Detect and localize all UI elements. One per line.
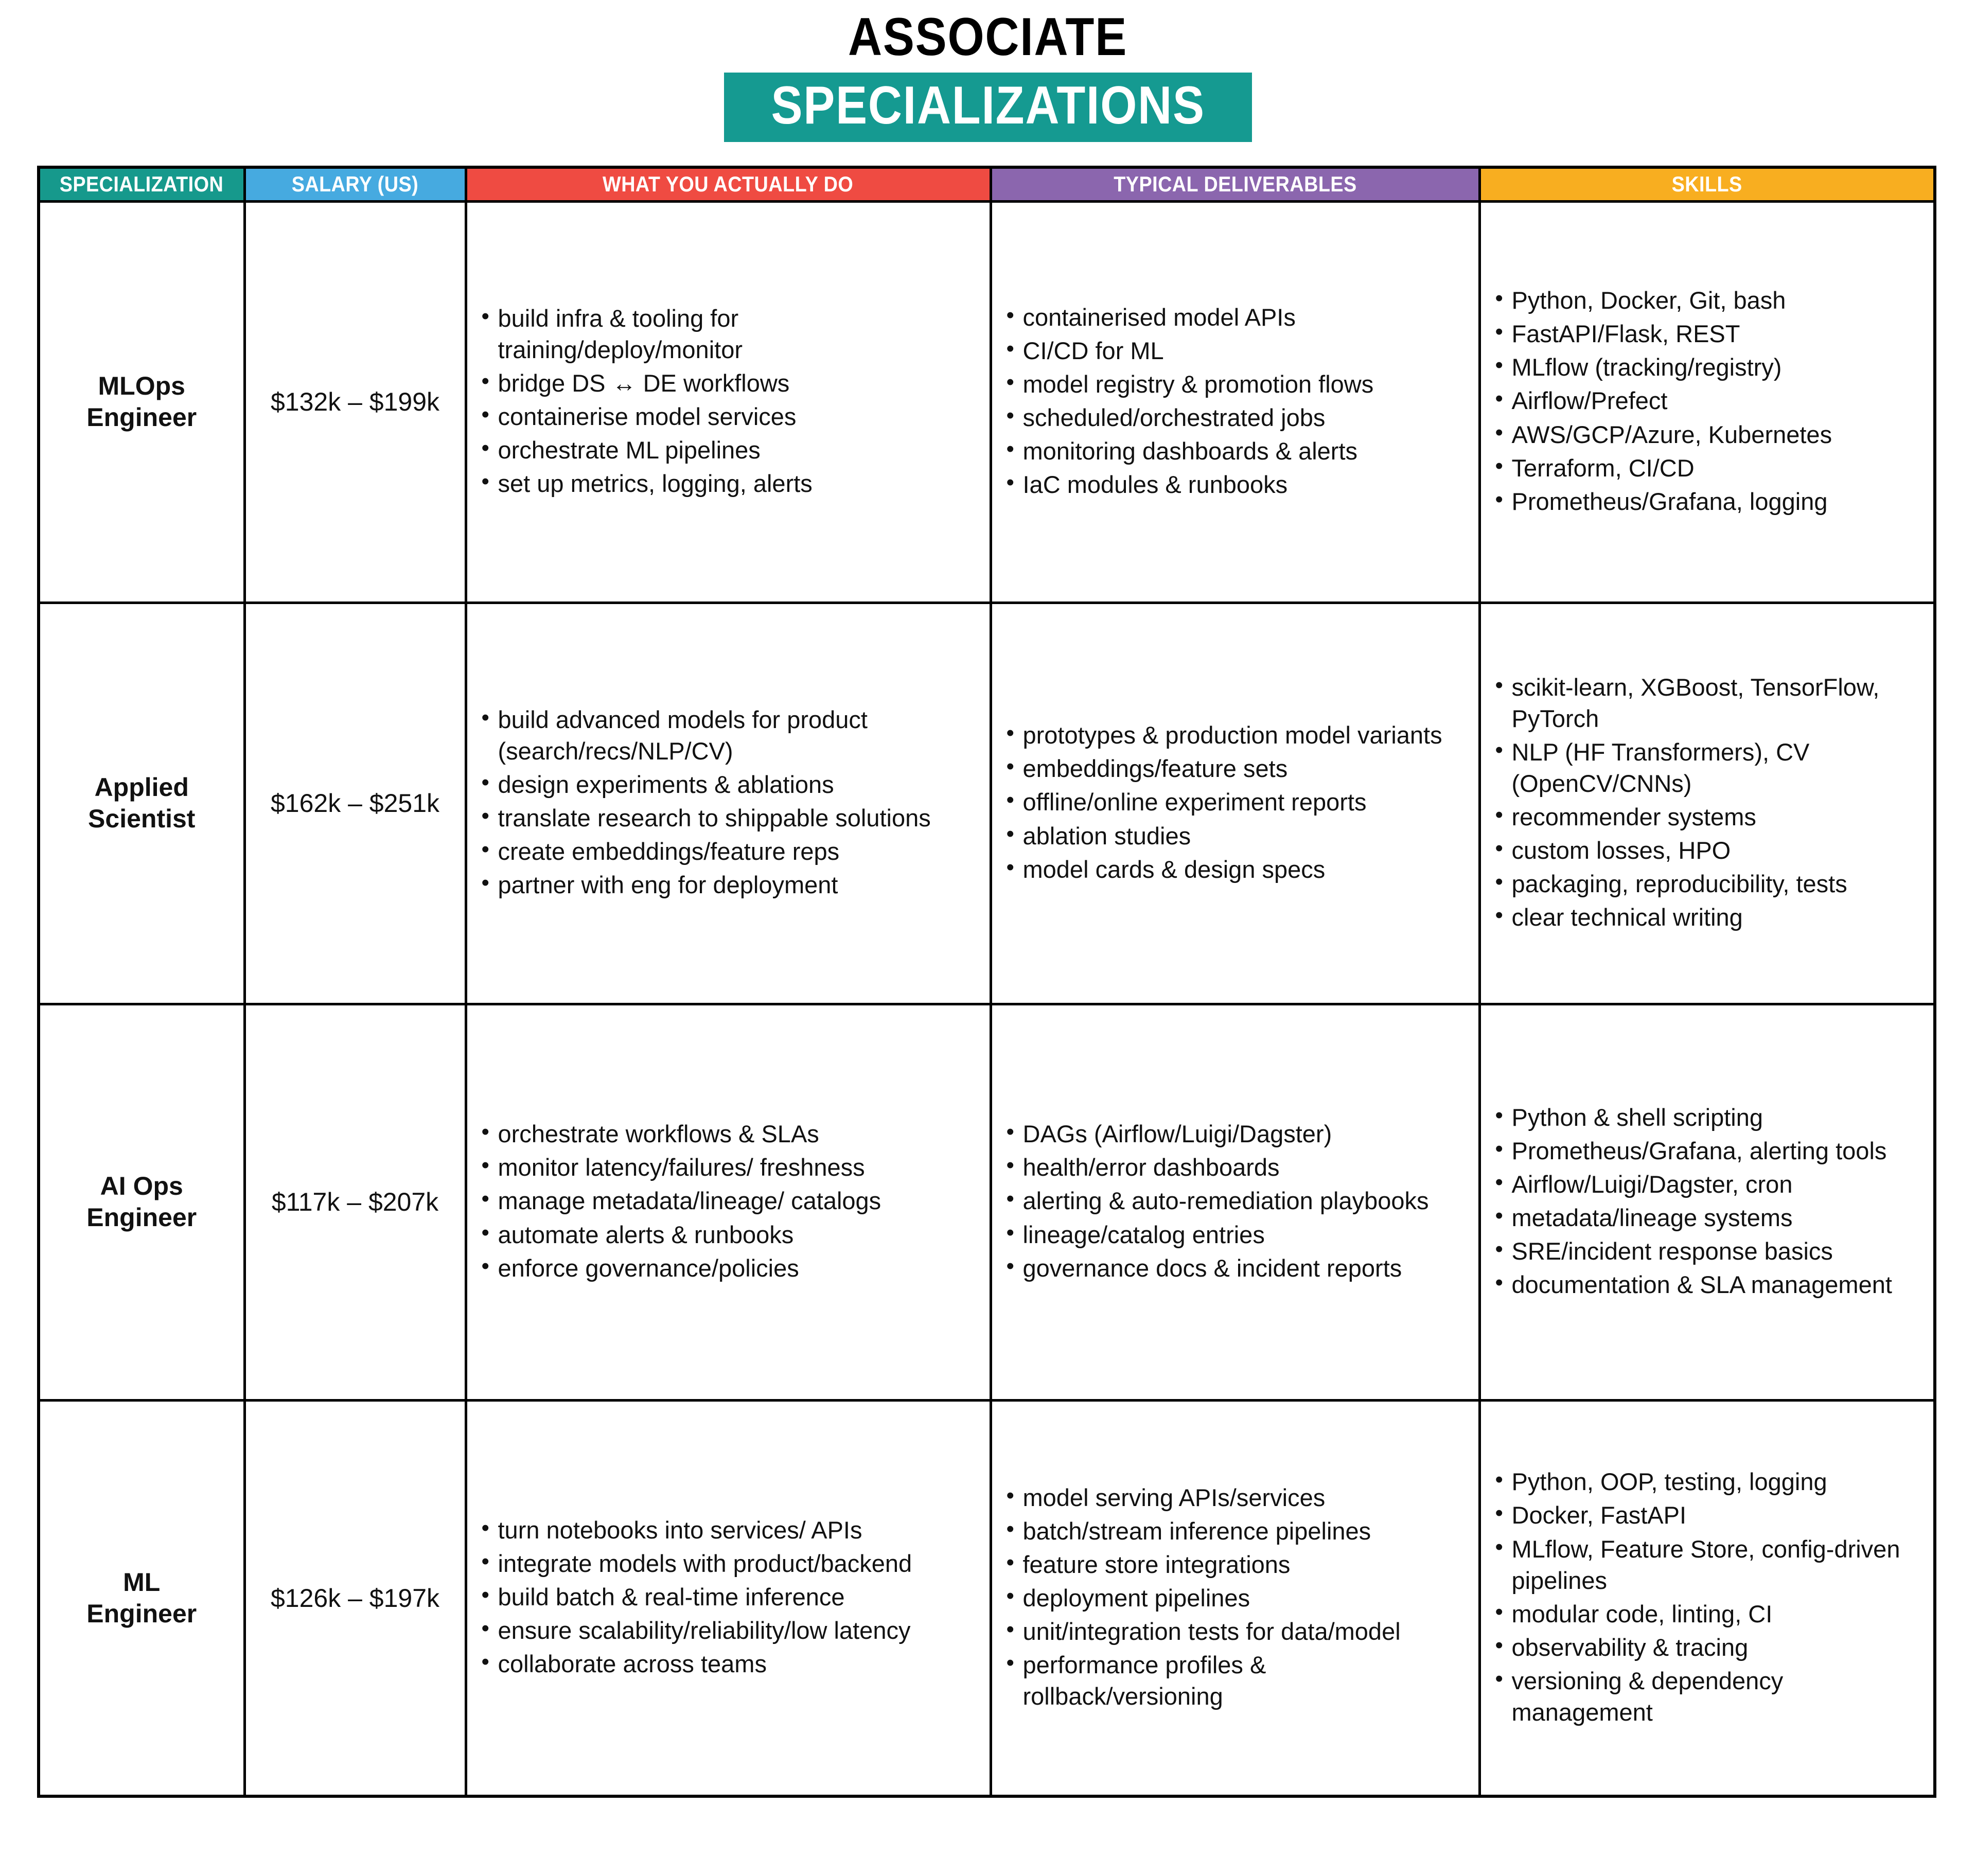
column-header-specialization-label: SPECIALIZATION [59,172,224,197]
bullet-list [481,704,977,901]
bullet-item: • translate research to shippable solutions [481,802,977,834]
bullet-item: • custom losses, HPO [1494,835,1921,866]
column-header-what-you-do [466,167,991,201]
bullet-list [1005,719,1466,884]
bullet-item: • orchestrate ML pipelines [481,434,977,466]
bullet-item: • orchestrate workflows & SLAs [481,1118,977,1149]
bullet-item: • Docker, FastAPI [1494,1499,1921,1531]
bullet-item: • SRE/incident response basics [1494,1235,1921,1267]
bullet-item: • containerise model services [481,401,977,432]
salary-range: $132k – $199k [244,201,466,603]
bullet-item: • feature store integrations [1005,1549,1466,1580]
bullet-item: • DAGs (Airflow/Luigi/Dagster) [1005,1118,1466,1149]
deliverables-cell [991,1400,1479,1796]
role-name: MLOps Engineer [39,201,244,603]
table-body [39,201,1935,1796]
bullet-list [1494,1466,1921,1728]
bullet-item: • collaborate across teams [481,1648,977,1679]
what-you-do-cell [466,1004,991,1400]
bullet-item: • monitor latency/failures/ freshness [481,1152,977,1183]
bullet-item: • Python, OOP, testing, logging [1494,1466,1921,1497]
bullet-item: • prototypes & production model variants [1005,719,1466,751]
deliverables-cell [991,201,1479,603]
salary-range: $126k – $197k [244,1400,466,1796]
column-header-deliverables-label: TYPICAL DELIVERABLES [1113,172,1357,197]
deliverables-cell [991,1004,1479,1400]
column-header-deliverables [991,167,1479,201]
bullet-item: • automate alerts & runbooks [481,1219,977,1250]
bullet-item: • partner with eng for deployment [481,869,977,900]
bullet-list [1494,671,1921,933]
bullet-item: • unit/integration tests for data/model [1005,1616,1466,1647]
bullet-item: • Prometheus/Grafana, logging [1494,486,1921,517]
bullet-item: • alerting & auto-remediation playbooks [1005,1185,1466,1216]
bullet-item: • Terraform, CI/CD [1494,452,1921,484]
role-name: AI Ops Engineer [39,1004,244,1400]
bullet-list [1005,1118,1466,1283]
table-row [39,1400,1935,1796]
role-name: Applied Scientist [39,603,244,1004]
column-header-specialization [39,167,244,201]
table-header-row [39,167,1935,201]
bullet-list [481,1118,977,1283]
bullet-item: • modular code, linting, CI [1494,1598,1921,1630]
page-title-banner [724,73,1252,142]
specializations-table [37,166,1936,1798]
bullet-item: • packaging, reproducibility, tests [1494,868,1921,899]
what-you-do-cell [466,201,991,603]
skills-cell [1479,201,1935,603]
bullet-item: • model registry & promotion flows [1005,368,1466,400]
skills-cell [1479,1004,1935,1400]
column-header-skills [1479,167,1935,201]
column-header-skills-label: SKILLS [1671,172,1742,197]
bullet-item: • integrate models with product/backend [481,1548,977,1579]
bullet-item: • create embeddings/feature reps [481,836,977,867]
bullet-item: • bridge DS ↔ DE workflows [481,367,977,399]
column-header-salary-label: SALARY (US) [291,172,419,197]
bullet-item: • observability & tracing [1494,1632,1921,1663]
bullet-item: • model serving APIs/services [1005,1482,1466,1513]
bullet-list [481,303,977,500]
salary-range: $162k – $251k [244,603,466,1004]
bullet-item: • metadata/lineage systems [1494,1202,1921,1233]
bullet-item: • set up metrics, logging, alerts [481,468,977,499]
column-header-salary [244,167,466,201]
bullet-item: • governance docs & incident reports [1005,1252,1466,1284]
bullet-item: • clear technical writing [1494,901,1921,933]
deliverables-cell [991,603,1479,1004]
bullet-item: • performance profiles & rollback/versioning [1005,1649,1466,1712]
bullet-list [481,1514,977,1679]
bullet-item: • build batch & real-time inference [481,1581,977,1613]
bullet-item: • monitoring dashboards & alerts [1005,435,1466,467]
bullet-item: • enforce governance/policies [481,1252,977,1284]
page-title-primary: ASSOCIATE [848,7,1128,67]
bullet-item: • FastAPI/Flask, REST [1494,318,1921,349]
bullet-item: • MLflow (tracking/registry) [1494,351,1921,383]
bullet-item: • CI/CD for ML [1005,335,1466,366]
bullet-item: • batch/stream inference pipelines [1005,1515,1466,1547]
bullet-item: • IaC modules & runbooks [1005,469,1466,500]
title-block [0,0,1976,142]
specializations-table-wrap [37,166,1933,1798]
role-name: ML Engineer [39,1400,244,1796]
skills-cell [1479,603,1935,1004]
bullet-item: • documentation & SLA management [1494,1269,1921,1300]
bullet-item: • AWS/GCP/Azure, Kubernetes [1494,419,1921,450]
bullet-item: • MLflow, Feature Store, config-driven pipelines [1494,1533,1921,1596]
bullet-item: • ensure scalability/reliability/low latency [481,1615,977,1646]
bullet-item: • manage metadata/lineage/ catalogs [481,1185,977,1216]
bullet-item: • health/error dashboards [1005,1152,1466,1183]
bullet-item: • turn notebooks into services/ APIs [481,1514,977,1546]
bullet-item: • Prometheus/Grafana, alerting tools [1494,1135,1921,1166]
column-header-what-you-do-label: WHAT YOU ACTUALLY DO [603,172,854,197]
salary-range: $117k – $207k [244,1004,466,1400]
bullet-item: • scheduled/orchestrated jobs [1005,402,1466,433]
bullet-item: • containerised model APIs [1005,302,1466,333]
bullet-item: • embeddings/feature sets [1005,753,1466,784]
bullet-item: • scikit-learn, XGBoost, TensorFlow, PyTorch [1494,671,1921,734]
what-you-do-cell [466,1400,991,1796]
bullet-item: • lineage/catalog entries [1005,1219,1466,1250]
bullet-item: • design experiments & ablations [481,769,977,800]
bullet-item: • Python & shell scripting [1494,1102,1921,1133]
page-title-secondary: SPECIALIZATIONS [771,76,1205,136]
bullet-item: • Airflow/Prefect [1494,385,1921,416]
what-you-do-cell [466,603,991,1004]
bullet-item: • versioning & dependency management [1494,1665,1921,1728]
table-row [39,1004,1935,1400]
bullet-item: • ablation studies [1005,820,1466,852]
bullet-item: • offline/online experiment reports [1005,786,1466,818]
bullet-list [1005,302,1466,501]
bullet-item: • Airflow/Luigi/Dagster, cron [1494,1169,1921,1200]
bullet-item: • NLP (HF Transformers), CV (OpenCV/CNNs) [1494,736,1921,799]
skills-cell [1479,1400,1935,1796]
table-row [39,603,1935,1004]
bullet-item: • build advanced models for product (search/recs/NLP/CV) [481,704,977,767]
bullet-item: • recommender systems [1494,801,1921,833]
bullet-item: • build infra & tooling for training/deploy/monitor [481,303,977,365]
bullet-list [1494,285,1921,517]
bullet-list [1494,1102,1921,1301]
bullet-item: • deployment pipelines [1005,1582,1466,1614]
bullet-item: • Python, Docker, Git, bash [1494,285,1921,316]
bullet-list [1005,1482,1466,1712]
bullet-item: • model cards & design specs [1005,854,1466,885]
table-row [39,201,1935,603]
